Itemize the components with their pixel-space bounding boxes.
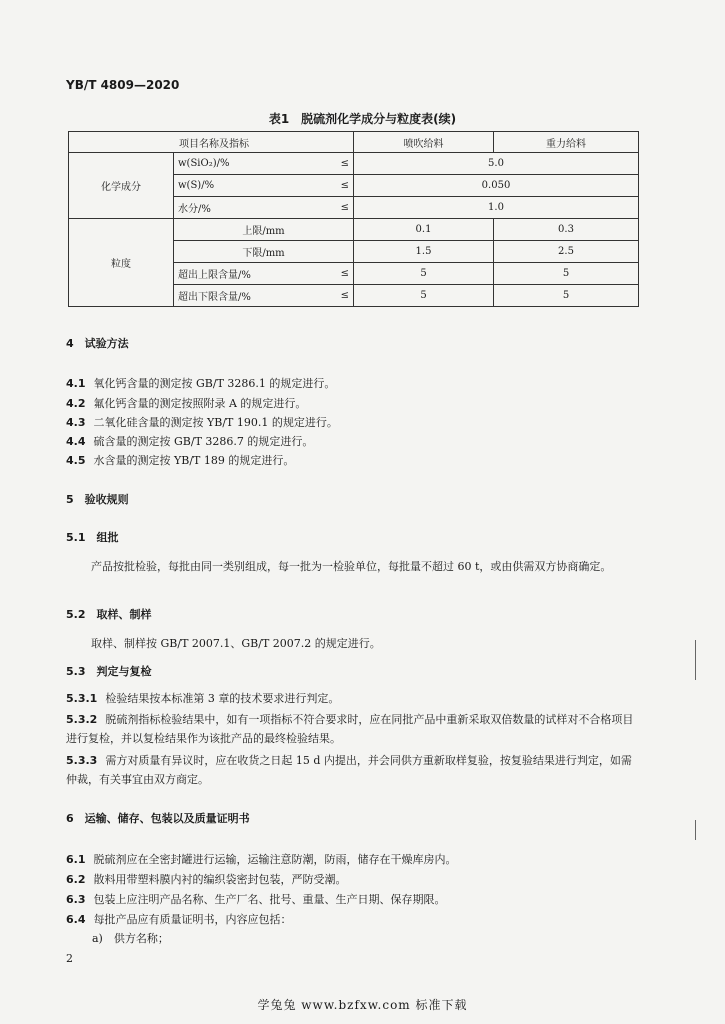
clause-number: 6.1 [66, 853, 86, 866]
clause-5-2-title: 5.2 取样、制样 [66, 608, 152, 621]
table-cell-value: 1.0 [354, 197, 639, 219]
clause-number: 6.4 [66, 913, 86, 926]
list-item [66, 452, 294, 468]
table-cell-value: 0.050 [354, 175, 639, 197]
clause-text: 水含量的测定按 YB/T 189 的规定进行。 [93, 454, 295, 467]
clause-5-3-3 [66, 751, 640, 789]
section-4-title: 4 试验方法 [66, 337, 129, 350]
clause-5-2-text: 取样、制样按 GB/T 2007.1、GB/T 2007.2 的规定进行。 [91, 637, 381, 650]
table-cell-item [174, 175, 354, 197]
clause-text: 氧化钙含量的测定按 GB/T 3286.1 的规定进行。 [93, 377, 336, 390]
list-item [66, 414, 338, 430]
clause-text: 散料用带塑料膜内衬的编织袋密封包装，严防受潮。 [93, 873, 347, 886]
clause-number: 4.1 [66, 377, 86, 390]
list-item [66, 433, 313, 449]
clause-5-3-title: 5.3 判定与复检 [66, 665, 152, 678]
group-label-size: 粒度 [69, 219, 174, 307]
clause-5-1-text: 产品按批检验，每批由同一类别组成，每一批为一检验单位，每批量不超过 60 t，或由供需双方协商确定。 [91, 560, 612, 573]
table-title: 表1 脱硫剂化学成分与粒度表(续) [268, 112, 457, 126]
table-cell-item: 上限/mm [174, 219, 354, 241]
operator: ≤ [340, 268, 349, 279]
scan-edge-mark [695, 640, 696, 680]
list-item [66, 851, 457, 867]
table-cell-value: 5 [494, 285, 639, 307]
table-row [69, 219, 639, 241]
clause-number: 5.3.3 [66, 754, 98, 767]
table-cell-value: 5 [354, 285, 494, 307]
table-header-item: 项目名称及指标 [69, 132, 354, 153]
item-label: w(S)/% [178, 180, 215, 191]
table-header-gravity: 重力给料 [494, 132, 639, 153]
clause-text: 脱硫剂指标检验结果中，如有一项指标不符合要求时，应在同批产品中重新采取双倍数量的试样对不合格项目进行复检，并以复检结果作为该批产品的最终检验结果。 [66, 713, 634, 745]
item-label: 超出上限含量/% [178, 270, 251, 281]
clause-number: 5.3.1 [66, 692, 98, 705]
operator: ≤ [340, 180, 349, 191]
clause-5-1-title: 5.1 组批 [66, 531, 119, 544]
clause-text: 每批产品应有质量证明书，内容应包括： [93, 913, 292, 926]
clause-text: 氟化钙含量的测定按照附录 A 的规定进行。 [93, 397, 307, 410]
clause-text: 需方对质量有异议时，应在收货之日起 15 d 内提出，并会同供方重新取样复验，按复验结果进行判定，如需仲裁，有关事宜由双方商定。 [66, 754, 632, 786]
table-cell-value: 0.3 [494, 219, 639, 241]
item-label: 超出下限含量/% [178, 292, 251, 303]
clause-5-3-1 [66, 689, 640, 708]
list-item [66, 911, 292, 927]
standard-code: YB/T 4809—2020 [66, 78, 180, 92]
list-item [66, 395, 306, 411]
clause-text: 包装上应注明产品名称、生产厂名、批号、重量、生产日期、保存期限。 [93, 893, 446, 906]
clause-text: 检验结果按本标准第 3 章的技术要求进行判定。 [105, 692, 340, 705]
spec-table [68, 131, 639, 307]
item-label: w(SiO₂)/% [178, 158, 230, 169]
clause-text: 脱硫剂应在全密封罐进行运输，运输注意防潮，防雨，储存在干燥库房内。 [93, 853, 457, 866]
table-cell-item [174, 197, 354, 219]
item-label: 水分/% [178, 204, 211, 215]
operator: ≤ [340, 290, 349, 301]
scan-edge-mark [695, 820, 696, 840]
table-cell-item [174, 263, 354, 285]
clause-number: 4.2 [66, 397, 86, 410]
operator: ≤ [340, 158, 349, 169]
table-cell-value: 5 [494, 263, 639, 285]
section-6-title: 6 运输、储存、包装以及质量证明书 [66, 812, 250, 825]
list-item [66, 891, 446, 907]
table-header-spray: 喷吹给料 [354, 132, 494, 153]
table-cell-value: 2.5 [494, 241, 639, 263]
operator: ≤ [340, 202, 349, 213]
list-item-sub-a: a) 供方名称； [92, 932, 169, 945]
list-item [66, 871, 347, 887]
table-row [69, 153, 639, 175]
list-item [66, 375, 335, 391]
clause-number: 4.4 [66, 435, 86, 448]
table-header-row [69, 132, 639, 153]
table-cell-item: 下限/mm [174, 241, 354, 263]
clause-number: 4.5 [66, 454, 86, 467]
section-5-title: 5 验收规则 [66, 493, 129, 506]
table-cell-item [174, 153, 354, 175]
clause-text: 硫含量的测定按 GB/T 3286.7 的规定进行。 [93, 435, 314, 448]
watermark-footer: 学兔兔 www.bzfxw.com 标准下载 [257, 998, 468, 1012]
page-number: 2 [66, 952, 73, 965]
clause-number: 5.3.2 [66, 713, 98, 726]
clause-text: 二氧化硅含量的测定按 YB/T 190.1 的规定进行。 [93, 416, 338, 429]
table-cell-value: 0.1 [354, 219, 494, 241]
clause-5-3-2 [66, 710, 640, 748]
clause-number: 6.3 [66, 893, 86, 906]
clause-number: 4.3 [66, 416, 86, 429]
table-cell-value: 1.5 [354, 241, 494, 263]
table-cell-item [174, 285, 354, 307]
table-cell-value: 5 [354, 263, 494, 285]
group-label-chemical: 化学成分 [69, 153, 174, 219]
clause-number: 6.2 [66, 873, 86, 886]
table-cell-value: 5.0 [354, 153, 639, 175]
